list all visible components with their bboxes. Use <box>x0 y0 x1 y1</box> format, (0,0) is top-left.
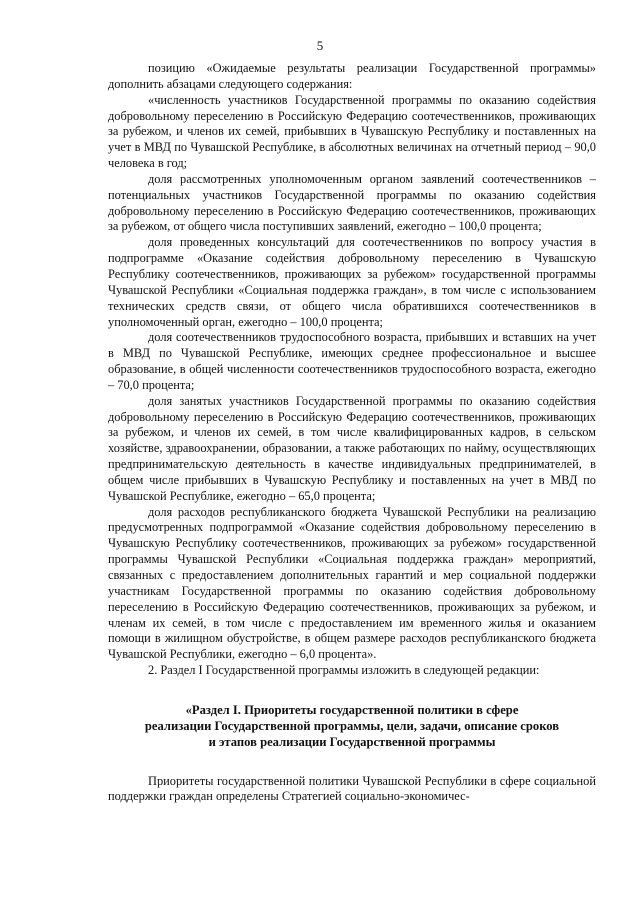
section-heading-line-1: «Раздел I. Приоритеты государственной политики в сфере <box>185 702 519 717</box>
paragraph-employment-share: доля занятых участников Государственной программы по оказанию содействия добровольному переселению в Российскую Федерацию соотечественников, проживающих за рубежом, и членов их семей, в том числе квалифицированных кадров, в сельском хозяйстве, здравоохранении, образовании, а также работающих по найму, осуществляющих предпринимательскую деятельность в качестве индивидуальных предпринимателей, в общем числе прибывших в Чувашскую Республику и поставленных на учет в МВД по Чувашской Республике, ежегодно – 65,0 процента; <box>108 393 596 503</box>
section-heading <box>108 702 596 751</box>
paragraph-education-share: доля соотечественников трудоспособного возраста, прибывших и вставших на учет в МВД по Чувашской Республике, имеющих среднее профессиональное и высшее образование, в общей численности соотечественников трудоспособного возраста, ежегодно – 70,0 процента; <box>108 330 596 392</box>
section-heading-line-3: и этапов реализации Государственной программы <box>208 735 496 750</box>
page-number: 5 <box>316 38 324 53</box>
paragraph-priorities: Приоритеты государственной политики Чувашской Республики в сфере социальной поддержки граждан определены Стратегией социально-экономичес- <box>108 773 596 804</box>
paragraph-participants-count: «численность участников Государственной программы по оказанию содействия добровольному переселению в Российскую Федерацию соотечественников, проживающих за рубежом, и членов их семей, прибывших в Чувашскую Республику и поставленных на учет в МВД по Чувашской Республике, в абсолютных величинах на отчетный период – 90,0 человека в год; <box>108 92 596 171</box>
paragraph-budget-share: доля расходов республиканского бюджета Чувашской Республики на реализацию предусмотренных подпрограммой «Оказание содействия добровольному переселению в Чувашскую Республику соотечественников, проживающих за рубежом» государственной программы Чувашской Республики «Социальная поддержка граждан» мероприятий, связанных с предоставлением дополнительных гарантий и мер социальной поддержки участникам Государственной программы по оказанию содействия добровольному переселению в Российскую Федерацию соотечественников, проживающих за рубежом, и членам их семей, в том числе с предоставлением им временного жилья и оказанием помощи в жилищном обустройстве, в общем размере расходов республиканского бюджета Чувашской Республики, ежегодно – 6,0 процента». <box>108 504 596 662</box>
document-body <box>108 61 596 805</box>
section-heading-line-2: реализации Государственной программы, цели, задачи, описание сроков <box>144 719 560 734</box>
paragraph-expected-results-intro: позицию «Ожидаемые результаты реализации Государственной программы» дополнить абзацами следующего содержания: <box>108 61 596 91</box>
paragraph-applications-share: доля рассмотренных уполномоченным органом заявлений соотечественников – потенциальных участников Государственной программы по оказанию содействия добровольному переселению в Российскую Федерацию соотечественников, проживающих за рубежом, от общего числа поступивших заявлений, ежегодно – 100,0 процента; <box>108 171 596 234</box>
paragraph-consultations-share: доля проведенных консультаций для соотечественников по вопросу участия в подпрограмме «Оказание содействия добровольному переселению в Чувашскую Республику соотечественников, проживающих за рубежом» государственной программы Чувашской Республики «Социальная поддержка граждан», в том числе с использованием технических средств связи, от общего числа обратившихся соотечественников в уполномоченный орган, ежегодно – 100,0 процента; <box>108 235 596 329</box>
paragraph-section-amendment: 2. Раздел I Государственной программы изложить в следующей редакции: <box>148 663 540 678</box>
